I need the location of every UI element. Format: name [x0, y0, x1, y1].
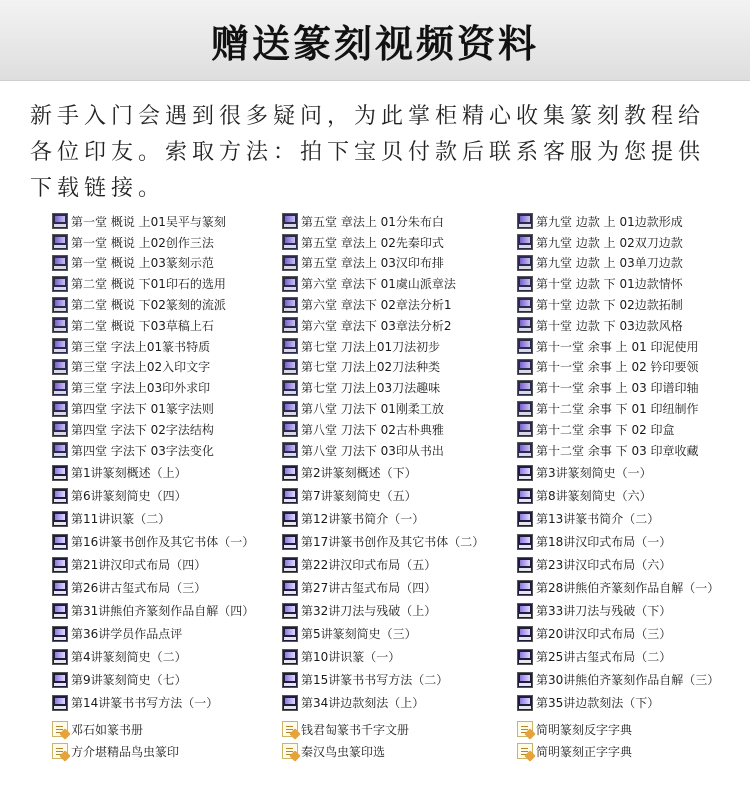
document-icon — [282, 743, 298, 759]
rmvb-video-icon — [517, 380, 533, 396]
rmvb-video-icon — [282, 297, 298, 313]
file-item[interactable] — [282, 553, 484, 576]
file-item[interactable] — [517, 484, 719, 507]
file-label: 第6讲篆刻简史（四） — [71, 489, 187, 503]
file-label: 第六堂 章法下 03章法分析2 — [301, 318, 452, 333]
file-item[interactable] — [517, 691, 719, 714]
mp4-video-icon — [517, 488, 533, 504]
file-label: 第八堂 刀法下 03印从书出 — [301, 443, 444, 458]
file-item[interactable] — [52, 211, 226, 232]
file-label: 第26讲古玺式布局（三） — [71, 581, 207, 595]
file-item[interactable] — [517, 336, 699, 357]
file-label: 第五堂 章法上 03汉印布排 — [301, 256, 444, 271]
file-label: 第九堂 边款 上 02双刀边款 — [536, 235, 683, 250]
mp4-video-icon — [52, 695, 68, 711]
file-label: 第35讲边款刻法（下） — [536, 696, 660, 710]
mp4-video-icon — [282, 603, 298, 619]
file-column — [282, 461, 484, 714]
file-label: 第六堂 章法下 02章法分析1 — [301, 298, 452, 313]
rmvb-video-icon — [282, 359, 298, 375]
file-item[interactable] — [282, 419, 456, 440]
file-label: 第九堂 边款 上 01边款形成 — [536, 214, 683, 229]
mp4-video-icon — [282, 626, 298, 642]
file-item[interactable] — [517, 398, 699, 419]
mp4-video-icon — [517, 626, 533, 642]
file-item[interactable] — [517, 599, 719, 622]
file-label: 第14讲篆书书写方法（一） — [71, 696, 219, 710]
mp4-video-icon — [517, 649, 533, 665]
file-label: 第二堂 概说 下02篆刻的流派 — [71, 298, 226, 313]
file-label: 第3讲篆刻简史（一） — [536, 466, 652, 480]
mp4-video-icon — [52, 465, 68, 481]
file-label: 第十二堂 余事 下 01 印纽制作 — [536, 402, 699, 417]
file-label: 第十二堂 余事 下 03 印章收藏 — [536, 443, 699, 458]
document-icon — [517, 721, 533, 737]
rmvb-video-icon — [282, 380, 298, 396]
rmvb-video-icon — [282, 317, 298, 333]
file-label: 第四堂 字法下 02字法结构 — [71, 422, 214, 437]
file-item[interactable] — [282, 622, 484, 645]
rmvb-video-icon — [52, 401, 68, 417]
document-icon — [52, 721, 68, 737]
file-label: 第一堂 概说 上02创作三法 — [71, 235, 214, 250]
file-label: 第30讲熊伯齐篆刻作品自解（三） — [536, 673, 720, 687]
file-column — [517, 718, 632, 762]
file-label: 第十二堂 余事 下 02 印盒 — [536, 422, 675, 437]
file-item[interactable] — [517, 740, 632, 762]
file-item[interactable] — [517, 315, 699, 336]
file-item[interactable] — [517, 273, 699, 294]
file-label: 第32讲刀法与残破（上） — [301, 604, 437, 618]
rmvb-video-icon — [282, 442, 298, 458]
file-item[interactable] — [282, 691, 484, 714]
file-label: 第8讲篆刻简史（六） — [536, 489, 652, 503]
file-item[interactable] — [52, 273, 226, 294]
file-item[interactable] — [52, 315, 226, 336]
rmvb-video-icon — [52, 234, 68, 250]
file-label: 第5讲篆刻简史（三） — [301, 627, 417, 641]
file-label: 第17讲篆书创作及其它书体（二） — [301, 535, 485, 549]
file-label: 第一堂 概说 上01吴平与篆刻 — [71, 214, 226, 229]
rmvb-video-icon — [517, 338, 533, 354]
file-label: 第23讲汉印式布局（六） — [536, 558, 672, 572]
file-column — [282, 211, 456, 461]
file-label: 第三堂 字法上02入印文字 — [71, 360, 211, 375]
file-item[interactable] — [517, 553, 719, 576]
file-item[interactable] — [282, 718, 409, 740]
file-column — [52, 718, 179, 762]
file-label: 第十一堂 余事 上 03 印谱印轴 — [536, 381, 699, 396]
file-label: 钱君匋篆书千字文册 — [301, 722, 410, 737]
rmvb-video-icon — [517, 213, 533, 229]
file-item[interactable] — [52, 507, 254, 530]
rmvb-video-icon — [517, 442, 533, 458]
file-label: 秦汉鸟虫篆印选 — [301, 744, 386, 759]
file-item[interactable] — [52, 740, 179, 762]
file-item[interactable] — [517, 645, 719, 668]
mp4-video-icon — [282, 534, 298, 550]
rmvb-video-icon — [52, 317, 68, 333]
document-icon — [282, 721, 298, 737]
file-label: 第十堂 边款 下 02边款拓制 — [536, 298, 683, 313]
file-label: 第十一堂 余事 上 02 钤印要领 — [536, 360, 699, 375]
mp4-video-icon — [517, 672, 533, 688]
rmvb-video-icon — [282, 213, 298, 229]
file-item[interactable] — [282, 232, 456, 253]
mp4-video-icon — [52, 649, 68, 665]
file-item[interactable] — [52, 398, 226, 419]
file-label: 邓石如篆书册 — [71, 722, 144, 737]
file-item[interactable] — [517, 507, 719, 530]
file-item[interactable] — [282, 336, 456, 357]
page-title: 赠送篆刻视频资料 — [210, 20, 539, 66]
file-item[interactable] — [517, 576, 719, 599]
file-item[interactable] — [52, 440, 226, 461]
rmvb-video-icon — [517, 297, 533, 313]
file-label: 第34讲边款刻法（上） — [301, 696, 425, 710]
file-label: 第15讲篆书书写方法（二） — [301, 673, 449, 687]
file-item[interactable] — [282, 576, 484, 599]
file-item[interactable] — [282, 294, 456, 315]
rmvb-video-icon — [282, 255, 298, 271]
file-item[interactable] — [517, 419, 699, 440]
file-item[interactable] — [282, 357, 456, 378]
file-item[interactable] — [517, 530, 719, 553]
file-item[interactable] — [282, 377, 456, 398]
rmvb-video-icon — [517, 255, 533, 271]
file-item[interactable] — [52, 622, 254, 645]
file-item[interactable] — [517, 253, 699, 274]
file-label: 第25讲古玺式布局（二） — [536, 650, 672, 664]
file-label: 第九堂 边款 上 03单刀边款 — [536, 256, 683, 271]
rmvb-video-icon — [282, 234, 298, 250]
file-list — [0, 211, 750, 786]
file-item[interactable] — [517, 232, 699, 253]
rmvb-video-icon — [52, 338, 68, 354]
rmvb-video-icon — [52, 213, 68, 229]
file-label: 第三堂 字法上01篆书特质 — [71, 339, 211, 354]
file-item[interactable] — [52, 484, 254, 507]
rmvb-video-icon — [52, 255, 68, 271]
file-label: 第27讲古玺式布局（四） — [301, 581, 437, 595]
mp4-video-icon — [282, 557, 298, 573]
file-label: 第21讲汉印式布局（四） — [71, 558, 207, 572]
file-item[interactable] — [52, 530, 254, 553]
mp4-video-icon — [52, 557, 68, 573]
file-item[interactable] — [282, 273, 456, 294]
file-label: 第36讲学员作品点评 — [71, 627, 183, 641]
rmvb-video-icon — [517, 401, 533, 417]
file-column — [517, 461, 719, 714]
file-label: 第七堂 刀法上03刀法趣味 — [301, 381, 441, 396]
rmvb-video-icon — [282, 401, 298, 417]
file-label: 第4讲篆刻简史（二） — [71, 650, 187, 664]
rmvb-video-icon — [517, 421, 533, 437]
file-item[interactable] — [52, 461, 254, 484]
document-icon — [52, 743, 68, 759]
rmvb-video-icon — [282, 338, 298, 354]
file-label: 第1讲篆刻概述（上） — [71, 466, 187, 480]
file-item[interactable] — [52, 232, 226, 253]
rmvb-video-icon — [517, 234, 533, 250]
file-label: 第16讲篆书创作及其它书体（一） — [71, 535, 255, 549]
file-item[interactable] — [52, 377, 226, 398]
file-label: 第七堂 刀法上01刀法初步 — [301, 339, 441, 354]
file-item[interactable] — [52, 718, 179, 740]
file-item[interactable] — [517, 668, 719, 691]
file-label: 第二堂 概说 下01印石的选用 — [71, 277, 226, 292]
file-item[interactable] — [52, 294, 226, 315]
rmvb-video-icon — [52, 442, 68, 458]
file-item[interactable] — [517, 718, 632, 740]
file-item[interactable] — [282, 315, 456, 336]
mp4-video-icon — [282, 465, 298, 481]
file-label: 第22讲汉印式布局（五） — [301, 558, 437, 572]
file-label: 简明篆刻正字字典 — [536, 744, 633, 759]
mp4-video-icon — [282, 672, 298, 688]
mp4-video-icon — [282, 695, 298, 711]
file-item[interactable] — [517, 440, 699, 461]
file-column — [52, 211, 226, 461]
file-item[interactable] — [52, 253, 226, 274]
rmvb-video-icon — [52, 359, 68, 375]
file-label: 第11讲识篆（二） — [71, 512, 171, 526]
file-item[interactable] — [282, 530, 484, 553]
file-label: 第10讲识篆（一） — [301, 650, 401, 664]
file-item[interactable] — [52, 357, 226, 378]
file-label: 第四堂 字法下 03字法变化 — [71, 443, 214, 458]
file-label: 第十堂 边款 下 03边款风格 — [536, 318, 683, 333]
file-item[interactable] — [282, 253, 456, 274]
file-label: 第七堂 刀法上02刀法种类 — [301, 360, 441, 375]
mp4-video-icon — [517, 580, 533, 596]
file-item[interactable] — [282, 211, 456, 232]
mp4-video-icon — [517, 511, 533, 527]
file-label: 第13讲篆书简介（二） — [536, 512, 660, 526]
file-column — [52, 461, 254, 714]
file-item[interactable] — [52, 645, 254, 668]
file-label: 第9讲篆刻简史（七） — [71, 673, 187, 687]
file-label: 第31讲熊伯齐篆刻作品自解（四） — [71, 604, 255, 618]
document-icon — [517, 743, 533, 759]
file-label: 第28讲熊伯齐篆刻作品自解（一） — [536, 581, 720, 595]
mp4-video-icon — [52, 672, 68, 688]
mp4-video-icon — [52, 511, 68, 527]
file-item[interactable] — [282, 645, 484, 668]
file-item[interactable] — [282, 507, 484, 530]
file-label: 第一堂 概说 上03篆刻示范 — [71, 256, 214, 271]
file-item[interactable] — [52, 599, 254, 622]
header-banner — [0, 0, 750, 81]
rmvb-video-icon — [282, 421, 298, 437]
file-item[interactable] — [52, 668, 254, 691]
file-label: 第四堂 字法下 01篆字法则 — [71, 402, 214, 417]
rmvb-video-icon — [52, 380, 68, 396]
file-label: 第十一堂 余事 上 01 印泥使用 — [536, 339, 699, 354]
file-label: 第五堂 章法上 01分朱布白 — [301, 214, 444, 229]
mp4-video-icon — [517, 534, 533, 550]
file-item[interactable] — [517, 377, 699, 398]
rmvb-video-icon — [282, 276, 298, 292]
mp4-video-icon — [52, 603, 68, 619]
file-item[interactable] — [52, 691, 254, 714]
file-item[interactable] — [517, 357, 699, 378]
file-item[interactable] — [282, 398, 456, 419]
file-label: 第五堂 章法上 02先秦印式 — [301, 235, 444, 250]
mp4-video-icon — [517, 465, 533, 481]
mp4-video-icon — [52, 488, 68, 504]
file-item[interactable] — [52, 419, 226, 440]
file-item[interactable] — [282, 668, 484, 691]
file-item[interactable] — [517, 211, 699, 232]
rmvb-video-icon — [517, 359, 533, 375]
file-column — [282, 718, 409, 762]
rmvb-video-icon — [52, 276, 68, 292]
file-label: 第八堂 刀法下 01刚柔工放 — [301, 402, 444, 417]
file-label: 第7讲篆刻简史（五） — [301, 489, 417, 503]
file-label: 第六堂 章法下 01虞山派章法 — [301, 277, 456, 292]
mp4-video-icon — [517, 695, 533, 711]
file-label: 第八堂 刀法下 02古朴典雅 — [301, 422, 444, 437]
file-item[interactable] — [517, 622, 719, 645]
mp4-video-icon — [282, 511, 298, 527]
rmvb-video-icon — [52, 297, 68, 313]
file-label: 简明篆刻反字字典 — [536, 722, 633, 737]
mp4-video-icon — [52, 626, 68, 642]
file-label: 第三堂 字法上03印外求印 — [71, 381, 211, 396]
file-label: 第12讲篆书简介（一） — [301, 512, 425, 526]
file-label: 第18讲汉印式布局（一） — [536, 535, 672, 549]
file-label: 方介堪精品鸟虫篆印 — [71, 744, 180, 759]
mp4-video-icon — [282, 488, 298, 504]
rmvb-video-icon — [52, 421, 68, 437]
file-item[interactable] — [282, 440, 456, 461]
file-label: 第十堂 边款 下 01边款情怀 — [536, 277, 683, 292]
rmvb-video-icon — [517, 276, 533, 292]
mp4-video-icon — [52, 534, 68, 550]
mp4-video-icon — [517, 603, 533, 619]
mp4-video-icon — [282, 649, 298, 665]
file-item[interactable] — [52, 576, 254, 599]
file-item[interactable] — [282, 461, 484, 484]
file-item[interactable] — [282, 484, 484, 507]
file-item[interactable] — [282, 599, 484, 622]
intro-paragraph: 新手入门会遇到很多疑问，为此掌柜精心收集篆刻教程给各位印友。索取方法：拍下宝贝付款后联系客服为您提供下载链接。 — [30, 104, 706, 201]
file-label: 第2讲篆刻概述（下） — [301, 466, 417, 480]
file-label: 第20讲汉印式布局（三） — [536, 627, 672, 641]
file-label: 第二堂 概说 下03草稿上石 — [71, 318, 214, 333]
rmvb-video-icon — [517, 317, 533, 333]
file-item[interactable] — [517, 461, 719, 484]
mp4-video-icon — [517, 557, 533, 573]
file-column — [517, 211, 699, 461]
file-item[interactable] — [52, 336, 226, 357]
file-item[interactable] — [282, 740, 409, 762]
file-label: 第33讲刀法与残破（下） — [536, 604, 672, 618]
mp4-video-icon — [52, 580, 68, 596]
file-item[interactable] — [517, 294, 699, 315]
mp4-video-icon — [282, 580, 298, 596]
file-item[interactable] — [52, 553, 254, 576]
